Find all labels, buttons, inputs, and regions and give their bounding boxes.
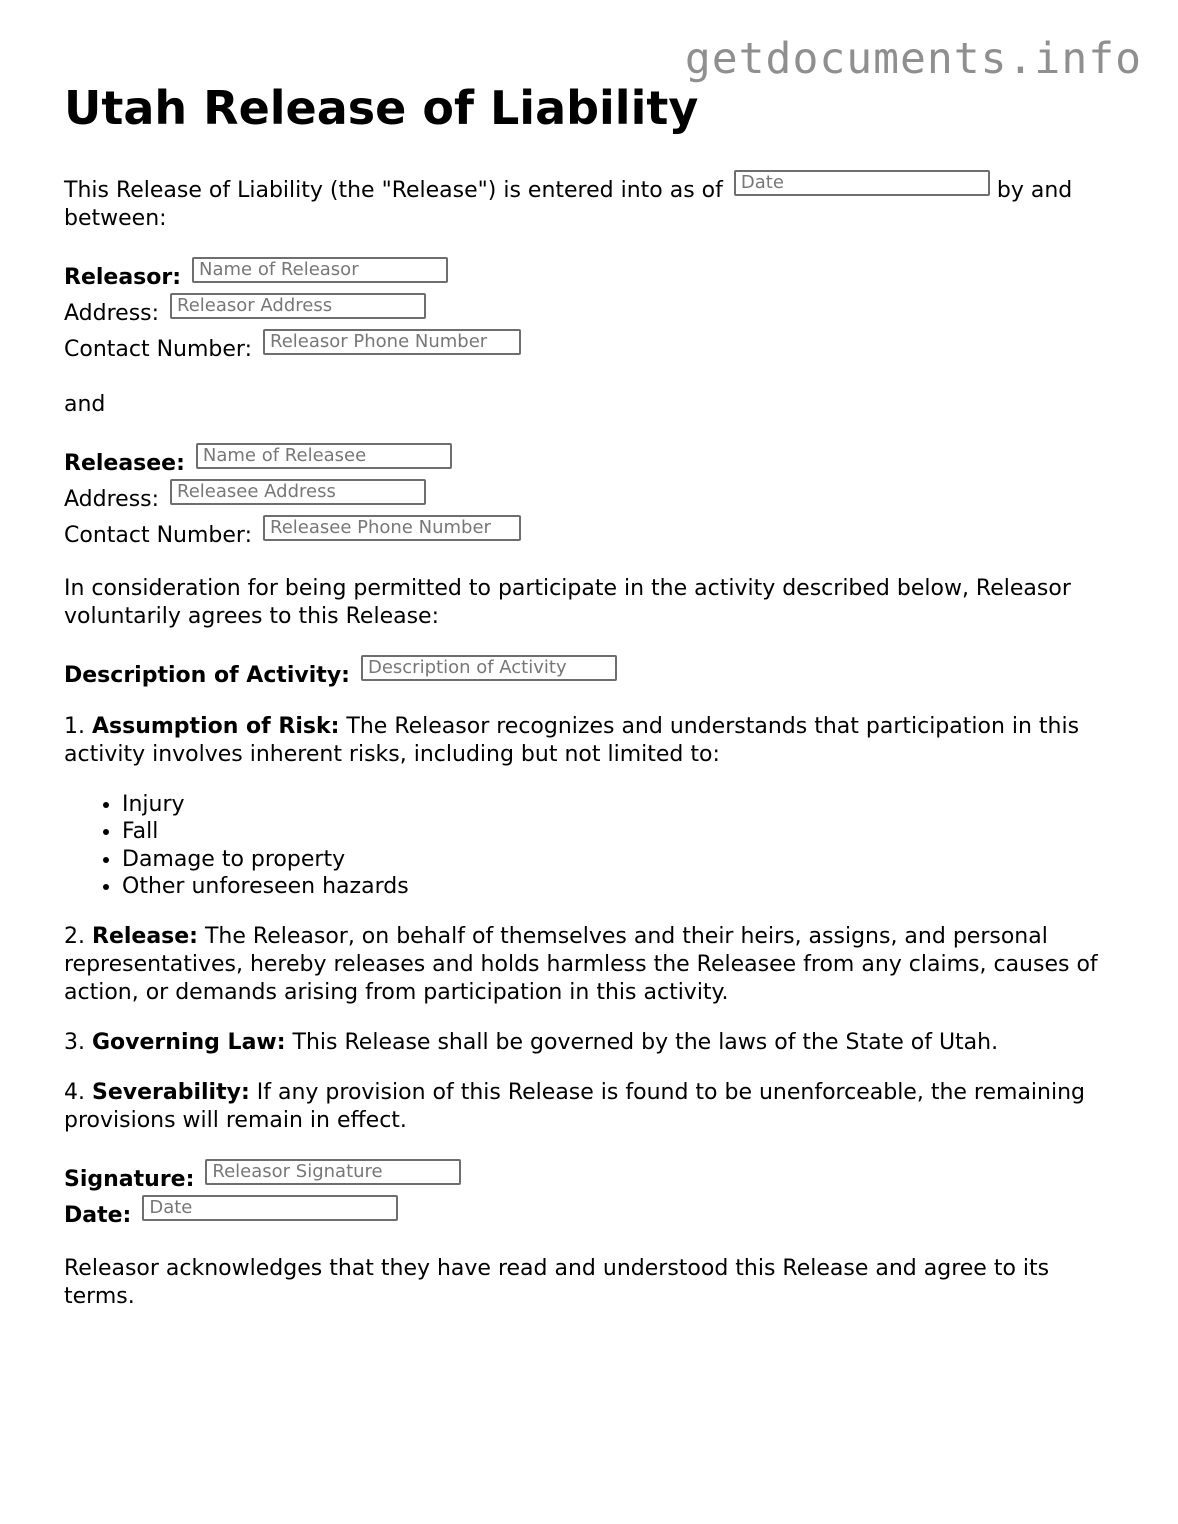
releasor-phone-field[interactable]: Releasor Phone Number [263, 329, 521, 355]
section-heading: Assumption of Risk: [92, 713, 340, 739]
document-page [64, 80, 1124, 1311]
and-text: and [64, 391, 106, 417]
section-heading: Severability: [92, 1079, 250, 1105]
section-heading: Release: [92, 923, 198, 949]
releasee-contact-label: Contact Number: [64, 522, 252, 548]
releasee-name-line [64, 443, 1124, 479]
releasee-address-line [64, 479, 1124, 515]
releasee-address-label: Address: [64, 486, 160, 512]
releasee-address-field[interactable]: Releasee Address [170, 479, 426, 505]
releasor-label: Releasor: [64, 264, 182, 290]
releasor-block [64, 257, 1124, 365]
acknowledgement-paragraph: Releasor acknowledges that they have read and understood this Release and agree to its terms. [64, 1255, 1050, 1309]
section-text: The Releasor, on behalf of themselves and their heirs, assigns, and personal representatives, hereby releases and holds harmless the Releasee from any claims, causes of action, or demands arising from participation in this activity. [64, 923, 1098, 1005]
section-text: The Releasor recognizes and understands that participation in this activity involves inherent risks, including but not limited to: [64, 713, 1080, 767]
list-item: • Other unforeseen hazards [122, 873, 1124, 901]
releasee-contact-line [64, 515, 1124, 551]
section-heading: Governing Law: [92, 1029, 286, 1055]
signature-field[interactable]: Releasor Signature [205, 1159, 461, 1185]
section-assumption-of-risk [64, 713, 1124, 769]
releasee-block [64, 443, 1124, 551]
list-item: • Fall [122, 818, 1124, 846]
releasor-address-line [64, 293, 1124, 329]
intro-paragraph [64, 170, 1124, 233]
risk-list [64, 791, 1124, 901]
section-text: If any provision of this Release is found to be unenforceable, the remaining provisions will remain in effect. [64, 1079, 1086, 1133]
signature-date-line [64, 1195, 1124, 1231]
list-item: • Damage to property [122, 846, 1124, 874]
section-severability [64, 1079, 1124, 1135]
section-text: This Release shall be governed by the laws of the State of Utah. [292, 1029, 999, 1055]
agreement-date-field[interactable]: Date [734, 170, 990, 196]
intro-text-before: This Release of Liability (the "Release") is entered into as of [64, 177, 723, 203]
releasor-name-line [64, 257, 1124, 293]
releasor-address-field[interactable]: Releasor Address [170, 293, 426, 319]
activity-description-field[interactable]: Description of Activity [361, 655, 617, 681]
page-title: Utah Release of Liability [64, 81, 699, 135]
releasor-address-label: Address: [64, 300, 160, 326]
signature-block [64, 1159, 1124, 1231]
activity-line [64, 655, 1124, 691]
signature-date-label: Date: [64, 1202, 132, 1228]
section-release [64, 923, 1124, 1007]
list-item: • Injury [122, 791, 1124, 819]
signature-label: Signature: [64, 1166, 195, 1192]
watermark: getdocuments.info [684, 34, 1142, 84]
signature-date-field[interactable]: Date [142, 1195, 398, 1221]
activity-label: Description of Activity: [64, 662, 350, 688]
section-governing-law [64, 1029, 1124, 1057]
section-number: 2. [64, 923, 85, 949]
section-number: 4. [64, 1079, 85, 1105]
releasee-phone-field[interactable]: Releasee Phone Number [263, 515, 521, 541]
releasor-contact-line [64, 329, 1124, 365]
releasee-name-field[interactable]: Name of Releasee [196, 443, 452, 469]
signature-line [64, 1159, 1124, 1195]
releasee-label: Releasee: [64, 450, 185, 476]
section-number: 3. [64, 1029, 85, 1055]
releasor-contact-label: Contact Number: [64, 336, 252, 362]
intro-text-after: by and between: [64, 177, 1073, 231]
releasor-name-field[interactable]: Name of Releasor [192, 257, 448, 283]
consideration-paragraph: In consideration for being permitted to participate in the activity described below, Releasor voluntarily agrees to this Release: [64, 575, 1071, 629]
section-number: 1. [64, 713, 85, 739]
